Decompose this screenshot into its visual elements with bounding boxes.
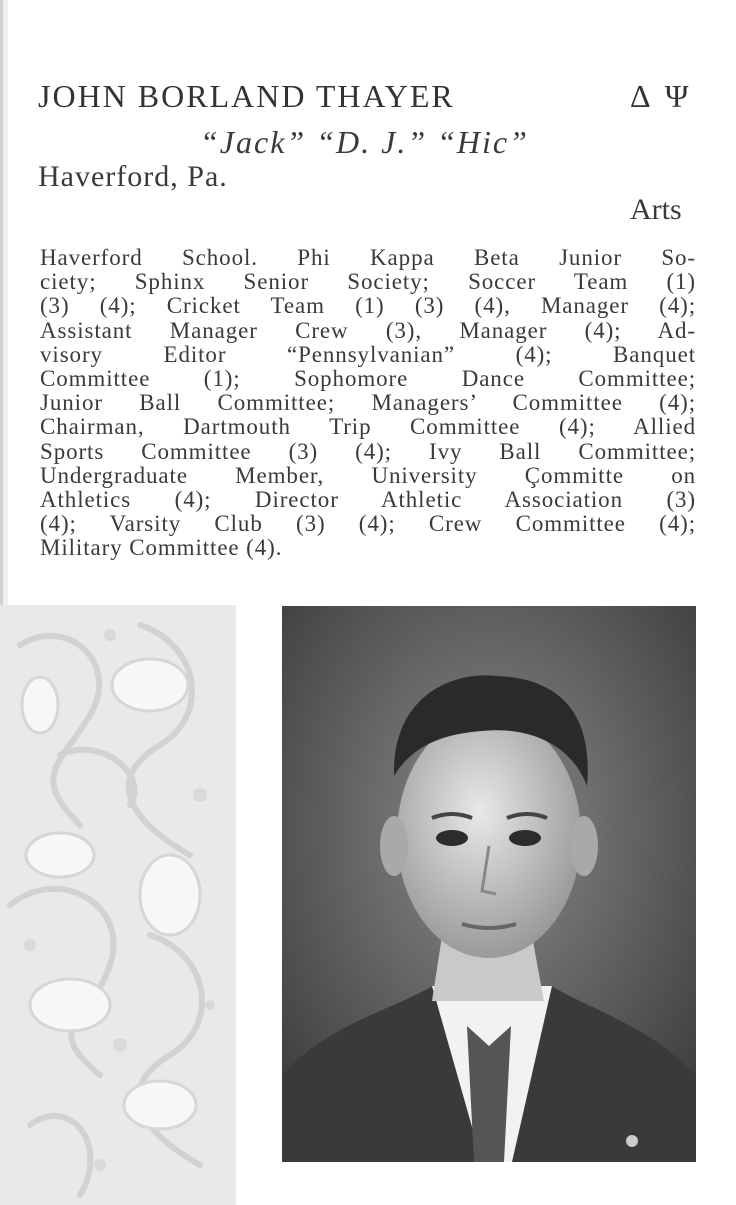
fraternity-letters: Δ Ψ [630, 78, 693, 114]
hometown: Haverford, Pa. [38, 160, 228, 193]
bio-line: (4); Varsity Club (3) (4); Crew Committee (4); [40, 511, 696, 537]
bio-line: ciety; Sphinx Senior Society; Soccer Team (1) [40, 269, 696, 295]
portrait-photo-icon [282, 606, 696, 1162]
bio-line: (3) (4); Cricket Team (1) (3) (4), Manager (4); [40, 293, 696, 319]
bio-line: Sports Committee (3) (4); Ivy Ball Committee; [40, 438, 696, 464]
bio-line: Athletics (4); Director Athletic Association (3) [40, 487, 696, 513]
bio-line: Military Committee (4). [40, 535, 283, 561]
portrait-photo [282, 606, 696, 1162]
activities-paragraph [40, 246, 696, 561]
bio-line: Junior Ball Committee; Managers’ Committee (4); [40, 390, 696, 416]
bio-line: visory Editor “Pennsylvanian” (4); Banquet [40, 341, 696, 367]
student-name: JOHN BORLAND THAYER [38, 78, 455, 114]
floral-ornament [0, 605, 236, 1205]
department: Arts [630, 193, 682, 226]
bio-line: Chairman, Dartmouth Trip Committee (4); Allied [40, 414, 696, 440]
nicknames: “Jack” “D. J.” “Hic” [200, 124, 529, 160]
bio-line: Undergraduate Member, University Çommitte on [40, 462, 696, 488]
bio-line: Committee (1); Sophomore Dance Committee; [40, 366, 696, 392]
page-edge [0, 0, 8, 605]
bio-line: Assistant Manager Crew (3), Manager (4); Ad- [40, 317, 696, 343]
floral-ornament-icon [0, 605, 236, 1205]
bio-line: Haverford School. Phi Kappa Beta Junior So- [40, 245, 696, 270]
